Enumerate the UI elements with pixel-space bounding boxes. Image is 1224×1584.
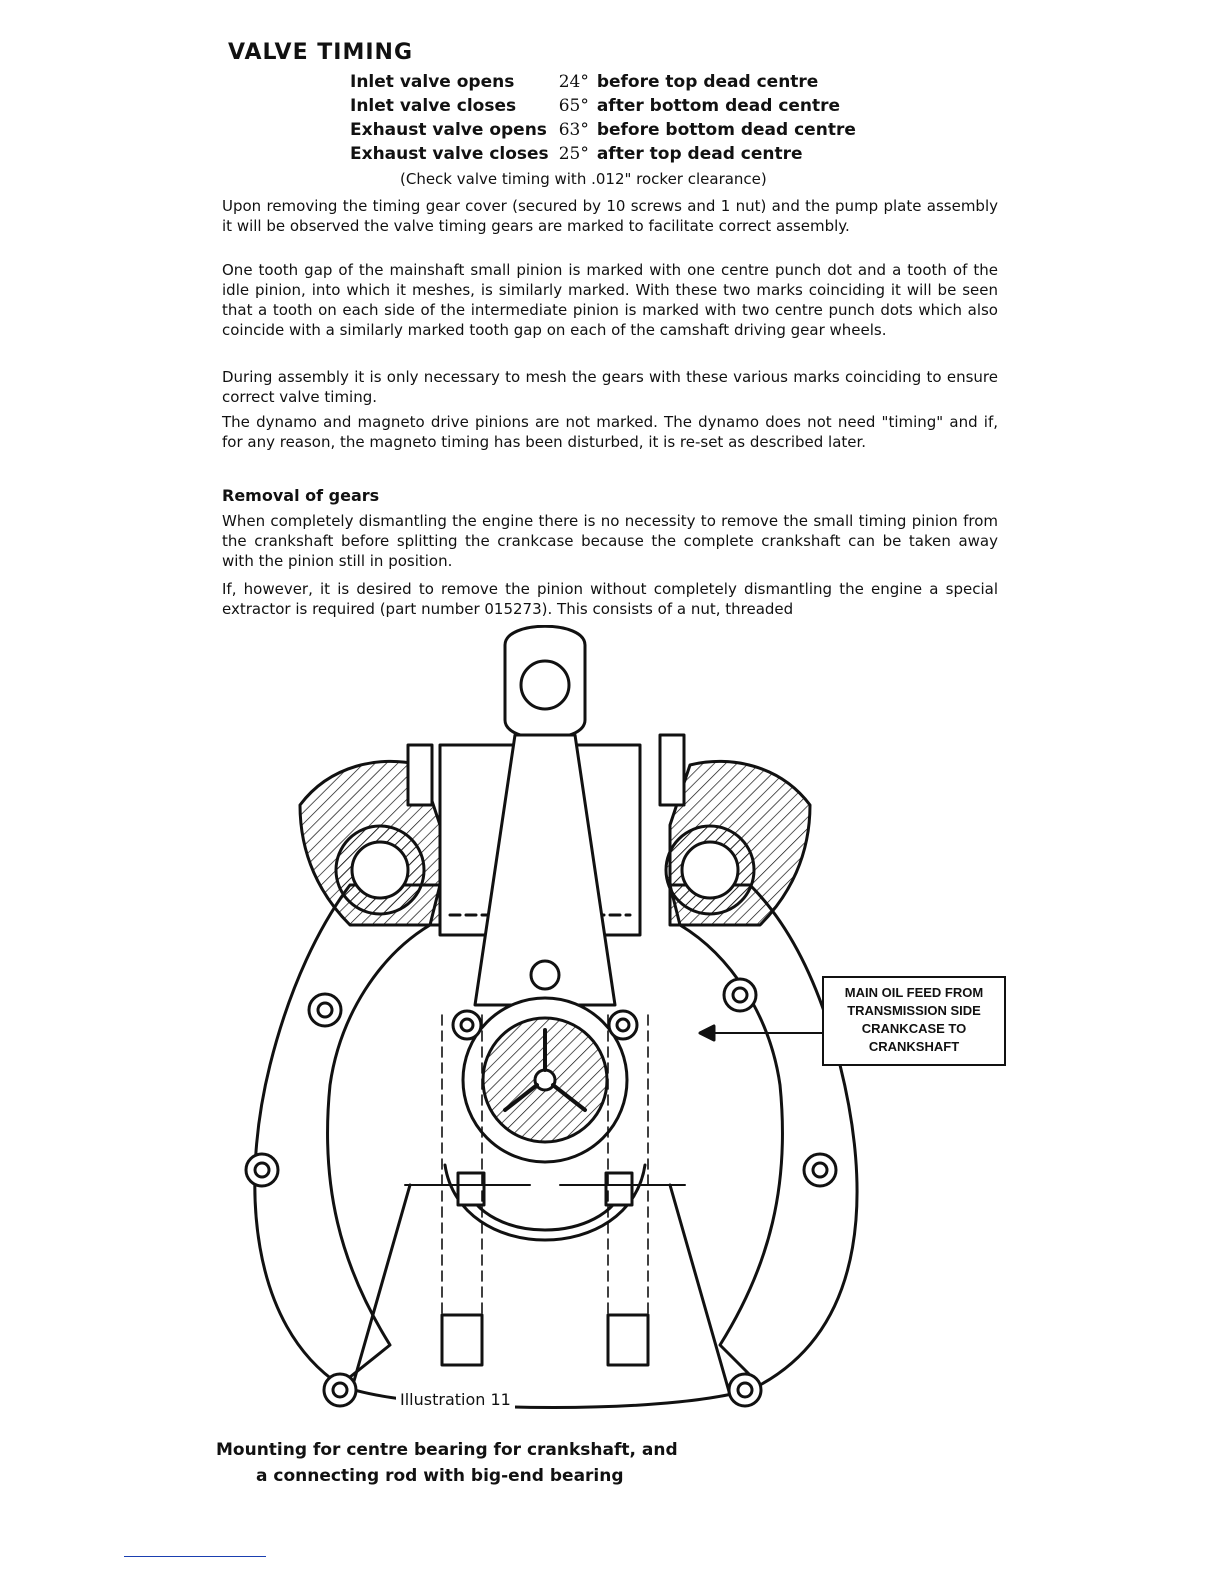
paragraph-dynamo-magneto: The dynamo and magneto drive pinions are not marked. The dynamo does not need "timing" and if, for any reason, the magneto timing has been disturbed, it is re-set as described later. [222,413,998,451]
timing-when: after top dead centre [596,144,803,164]
timing-row [350,142,856,166]
callout-line: TRANSMISSION SIDE [847,1003,981,1018]
oil-feed-callout [822,976,1006,1066]
timing-degrees: 65° [558,96,589,116]
timing-label: Exhaust valve closes [350,144,549,164]
illustration-label: Illustration 11 [396,1390,515,1409]
caption-line: a connecting rod with big-end bearing [256,1466,624,1486]
paragraph-extractor: If, however, it is desired to remove the pinion without completely dismantling the engine a special extractor is required (part number 015273). This consists of a nut, threaded [222,580,998,618]
timing-degrees: 63° [558,120,589,140]
check-note: (Check valve timing with .012" rocker clearance) [400,170,767,188]
callout-line: CRANKSHAFT [868,1039,960,1054]
callout-line: CRANKCASE TO [861,1021,967,1036]
timing-when: after bottom dead centre [596,96,841,116]
figure-caption [216,1437,678,1489]
section-heading: Removal of gears [222,486,380,505]
timing-row [350,118,856,142]
timing-degrees: 25° [558,144,589,164]
paragraph-marks: One tooth gap of the mainshaft small pinion is marked with one centre punch dot and a tooth of the idle pinion, into which it meshes, is similarly marked. With these two marks coinciding it will be seen that a tooth on each side of the intermediate pinion is marked with two centre punch dots which also coincide with a similarly marked tooth gap on each of the camshaft driving gear wheels. [222,261,998,339]
footer-rule [124,1556,266,1557]
timing-label: Exhaust valve opens [350,120,547,140]
caption-line: Mounting for centre bearing for crankshaft, and [216,1440,678,1460]
timing-degrees: 24° [558,72,589,92]
paragraph-dismantling: When completely dismantling the engine there is no necessity to remove the small timing pinion from the crankshaft before splitting the crankcase because the complete crankshaft can be taken away with the pinion still in position. [222,512,998,570]
callout-line: MAIN OIL FEED FROM [844,985,984,1000]
paragraph-gear-cover: Upon removing the timing gear cover (secured by 10 screws and 1 nut) and the pump plate assembly it will be observed the valve timing gears are marked to facilitate correct assembly. [222,197,998,235]
page-title: VALVE TIMING [228,40,414,65]
paragraph-assembly: During assembly it is only necessary to mesh the gears with these various marks coinciding to ensure correct valve timing. [222,368,998,406]
timing-row [350,70,856,94]
timing-when: before top dead centre [596,72,819,92]
valve-timing-table [350,70,856,166]
timing-label: Inlet valve closes [350,96,517,116]
timing-label: Inlet valve opens [350,72,515,92]
timing-when: before bottom dead centre [596,120,856,140]
timing-row [350,94,856,118]
